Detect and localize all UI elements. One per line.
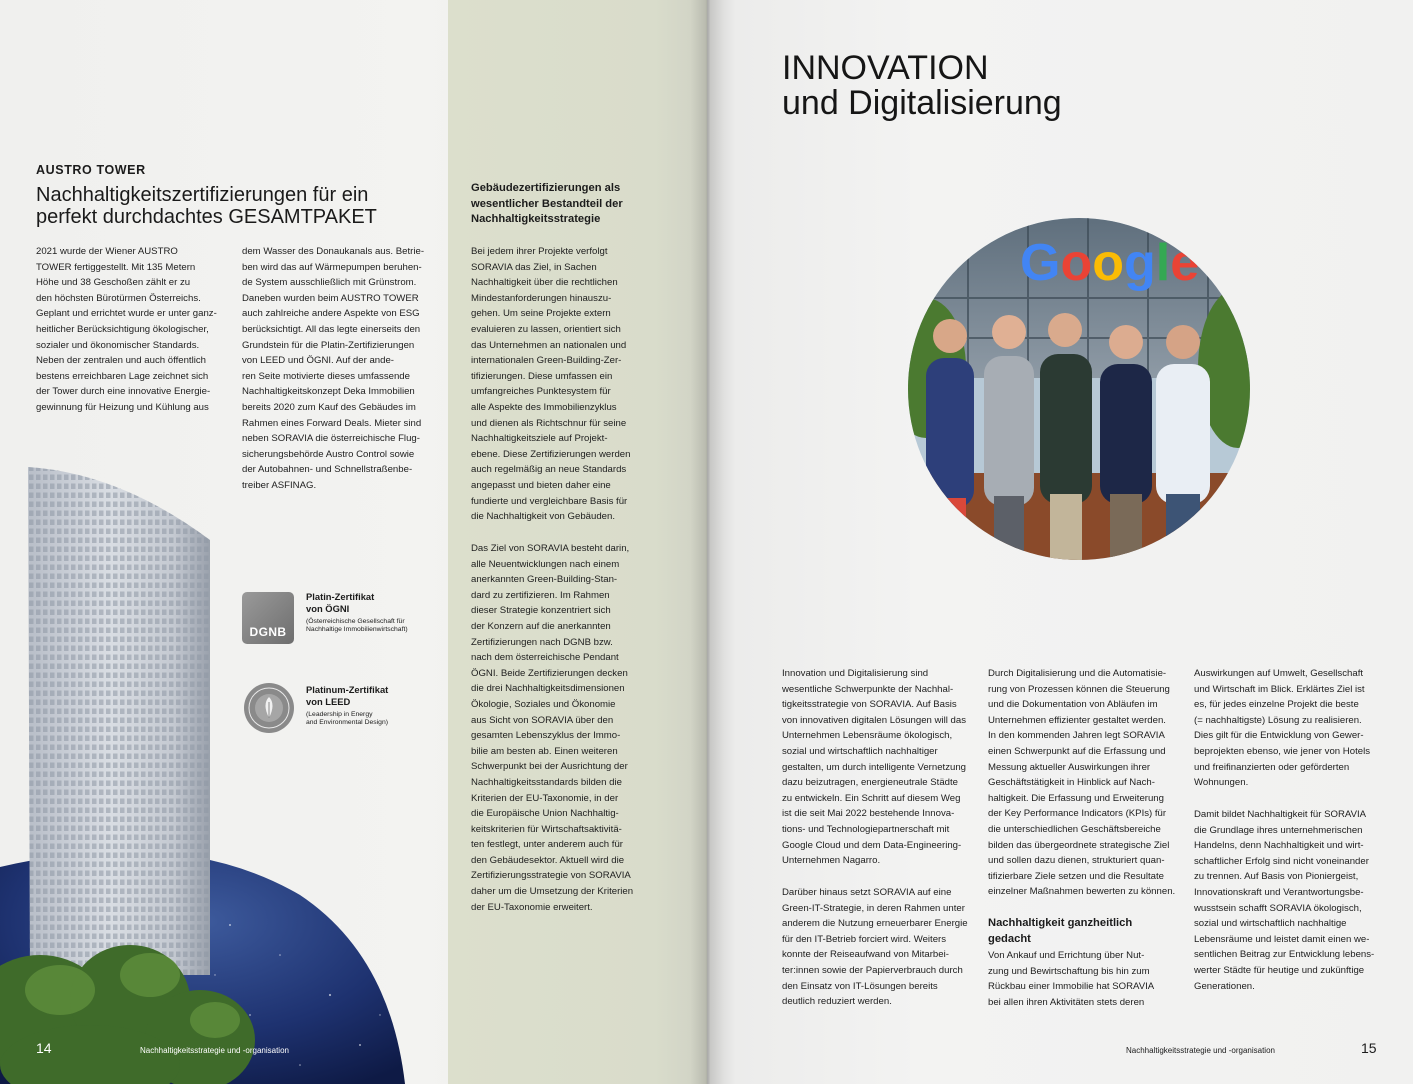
right-column-1-paragraph-2: Darüber hinaus setzt SORAVIA auf eine Green-IT-Strategie, in deren Rahmen unter anderem die Nutzung erneuerbarer Energie für den IT-Betrieb forciert wird. Weiters konnte der Reiseaufwand von Mitarbei- ter:innen sowie der Papierverbrauch durch den Einsatz von IT-Lösungen bereits deutlich reduziert werden. xyxy=(782,887,968,1008)
page-headline: Nachhaltigkeitszertifizierungen für ein perfekt durchdachtes GESAMTPAKET xyxy=(36,184,377,228)
right-page-title: INNOVATION und Digitalisierung xyxy=(782,49,1062,122)
cert-ogni xyxy=(306,591,456,634)
cert-leed xyxy=(306,684,456,727)
column-3-paragraph-2: Das Ziel von SORAVIA besteht darin, alle Neuentwicklungen nach einem anerkannten Green-Building-Stan- dard zu zertifizieren. Im Rahmen dieser Strategie konzentriert sich der Konzern auf die anerkannten Zertifizierungen nach DGNB bzw. nach dem österreichische Pendant ÖGNI. Beide Zertifizierungen decken die drei Nachhaltigkeitsdimensionen Ökologie, Soziales und Ökonomie aus Sicht von SORAVIA über den gesamten Lebenszyklus der Immo- bilie am besten ab. Einen weiteren Schwerpunkt bei der Ausrichtung der Nachhaltigkeitsstandards bilden die Kriterien der EU-Taxonomie, in der die Europäische Union Nachhaltig- keitskriterien für Wirtschaftsaktivitä- ten festlegt, unter anderem auch für den Gebäudesektor. Aktuell wird die Zertifizierungsstrategie von SORAVIA daher um die Umsetzung der Kriterien der EU-Taxonomie erweitert. xyxy=(471,543,634,913)
cert-ogni-title: Platin-Zertifikat von ÖGNI xyxy=(306,591,375,614)
right-column-2-paragraph-2: Von Ankauf und Errichtung über Nut- zung und Bewirtschaftung bis hin zum Rückbau einer Immobilie hat SORAVIA bei allen ihren Aktivitäten stets deren xyxy=(988,950,1155,1008)
body-column-1: 2021 wurde der Wiener AUSTRO TOWER fertiggestellt. Mit 135 Metern Höhe und 38 Geschoßen zählt er zu den höchsten Bürotürmen Österreichs. Geplant und errichtet wurde er unter ganz- heitlicher Berücksichtigung ökologischer, sozialer und ökonomischer Standards. Neben der zentralen und auch öffentlich bestens erreichbaren Lage zeichnet sich der Tower durch eine innovative Energie- gewinnung für Heizung und Kühlung aus xyxy=(36,246,217,413)
cert-ogni-desc: (Österreichische Gesellschaft für Nachhaltige Immobilienwirtschaft) xyxy=(306,618,408,633)
dgnb-logo xyxy=(242,592,294,644)
right-column-2-paragraph-1: Durch Digitalisierung und die Automatisie- rung von Prozessen können die Steuerung und die Dokumentation von Abläufen im Unternehmen effizienter gestaltet werden. In den kommenden Jahren legt SORAVIA einen Schwerpunkt auf die Erfassung und Messung aktueller Auswirkungen ihrer Geschäftstätigkeit in Hinblick auf Nach- haltigkeit. Die Erfassung und Erweiterung der Key Performance Indicators (KPIs) für die unterschiedlichen Geschäftsbereiche bilden das übergeordnete strategische Ziel und sollen dazu dienen, strukturiert quan- tifizierbare Ziele setzen und die Resultate einzelner Maßnahmen bewerten zu können. xyxy=(988,668,1176,898)
google-sign: Google xyxy=(1020,234,1200,292)
footer-left: Nachhaltigkeitsstrategie und -organisation xyxy=(140,1046,289,1055)
page-number-left: 14 xyxy=(36,1040,52,1056)
right-column-2-heading: Nachhaltigkeit ganzheitlich gedacht xyxy=(988,917,1133,945)
column-3-heading: Gebäudezertifizierungen als wesentlicher Bestandteil der Nachhaltigkeitsstrategie xyxy=(471,182,623,226)
cert-leed-desc: (Leadership in Energy and Environmental Design) xyxy=(306,711,388,726)
dgnb-logo-text: DGNB xyxy=(249,625,287,639)
body-column-2: dem Wasser des Donaukanals aus. Betrie- ben wird das auf Wärmepumpen beruhen- de System ausschließlich mit Grünstrom. Daneben wurden beim AUSTRO TOWER auch zahlreiche andere Aspekte von ESG berücksichtigt. All das legte einerseits den Grundstein für die Platin-Zertifizierungen von LEED und ÖGNI. Auf der ande- ren Seite motivierte dieses umfassende Nachhaltigkeitskonzept Deka Immobilien bereits 2020 zum Kauf des Gebäudes im Rahmen eines Forward Deals. Mieter sind neben SORAVIA die österreichische Flug- sicherungsbehörde Austro Control sowie der Autobahnen- und Schnellstraßenbe- treiber ASFINAG. xyxy=(242,246,425,491)
column-3-paragraph-1: Bei jedem ihrer Projekte verfolgt SORAVIA das Ziel, in Sachen Nachhaltigkeit über die rechtlichen Mindestanforderungen hinauszu- gehen. Um seine Projekte extern evaluieren zu lassen, orientiert sich das Unternehmen an nationalen und internationalen Green-Building-Zer- tifizierungen. Diese umfassen ein umfangreiches Punktesystem für alle Aspekte des Immobilienzyklus und dienen als Richtschnur für seine Nachhaltigkeitsziele auf Projekt- ebene. Diese Zertifizierungen werden auch regelmäßig an neue Standards angepasst und bieten daher eine fundierte und vergleichbare Basis für die Nachhaltigkeit von Gebäuden. xyxy=(471,246,631,523)
leed-seal-icon xyxy=(243,682,295,734)
austro-tower-image xyxy=(0,455,420,1084)
page-number-right: 15 xyxy=(1361,1040,1377,1056)
team-photo-illustration xyxy=(908,218,1250,560)
right-column-1-paragraph-1: Innovation und Digitalisierung sind wesentliche Schwerpunkte der Nachhal- tigkeitsstrategie von SORAVIA. Auf Basis von innovativen digitalen Lösungen will das Unternehmen Lebensräume ökologisch, sozial und wirtschaftlich nachhaltiger gestalten, um durch intelligente Vernetzung dazu beizutragen, energieneutrale Städte zu entwickeln. Ein Schritt auf diesem Weg ist die seit Mai 2022 bestehende Innova- tions- und Technologiepartnerschaft mit Google Cloud und dem Data-Engineering- Unternehmen Nagarro. xyxy=(782,668,967,867)
cert-leed-title: Platinum-Zertifikat von LEED xyxy=(306,684,389,707)
book-gutter-shadow xyxy=(690,0,724,1084)
section-kicker: AUSTRO TOWER xyxy=(36,163,146,177)
right-column-3-paragraph-1: Auswirkungen auf Umwelt, Gesellschaft und Wirtschaft im Blick. Erklärtes Ziel ist es, für jedes einzelne Projekt die beste (= nachhaltigste) Lösung zu realisieren. Dies gilt für die Entwicklung von Gewer- beprojekten ebenso, wie jener von Hotels und freifinanzierten oder geförderten Wohnungen. xyxy=(1194,668,1370,789)
footer-right: Nachhaltigkeitsstrategie und -organisation xyxy=(1126,1046,1275,1055)
team-photo xyxy=(908,218,1250,560)
right-column-3-paragraph-2: Damit bildet Nachhaltigkeit für SORAVIA die Grundlage ihres unternehmerischen Handelns, denn Nachhaltigkeit und wirt- schaftlicher Erfolg sind nicht voneinander zu trennen. Auf Basis von Pioniergeist, Innovationskraft und Verantwortungsbe- wusstsein schafft SORAVIA ökologisch, sozial und wirtschaftlich nachhaltige Lebensräume und leistet damit einen we- sentlichen Beitrag zur Entwicklung lebens- werter Städte für heutige und zukünftige Generationen. xyxy=(1194,809,1375,992)
